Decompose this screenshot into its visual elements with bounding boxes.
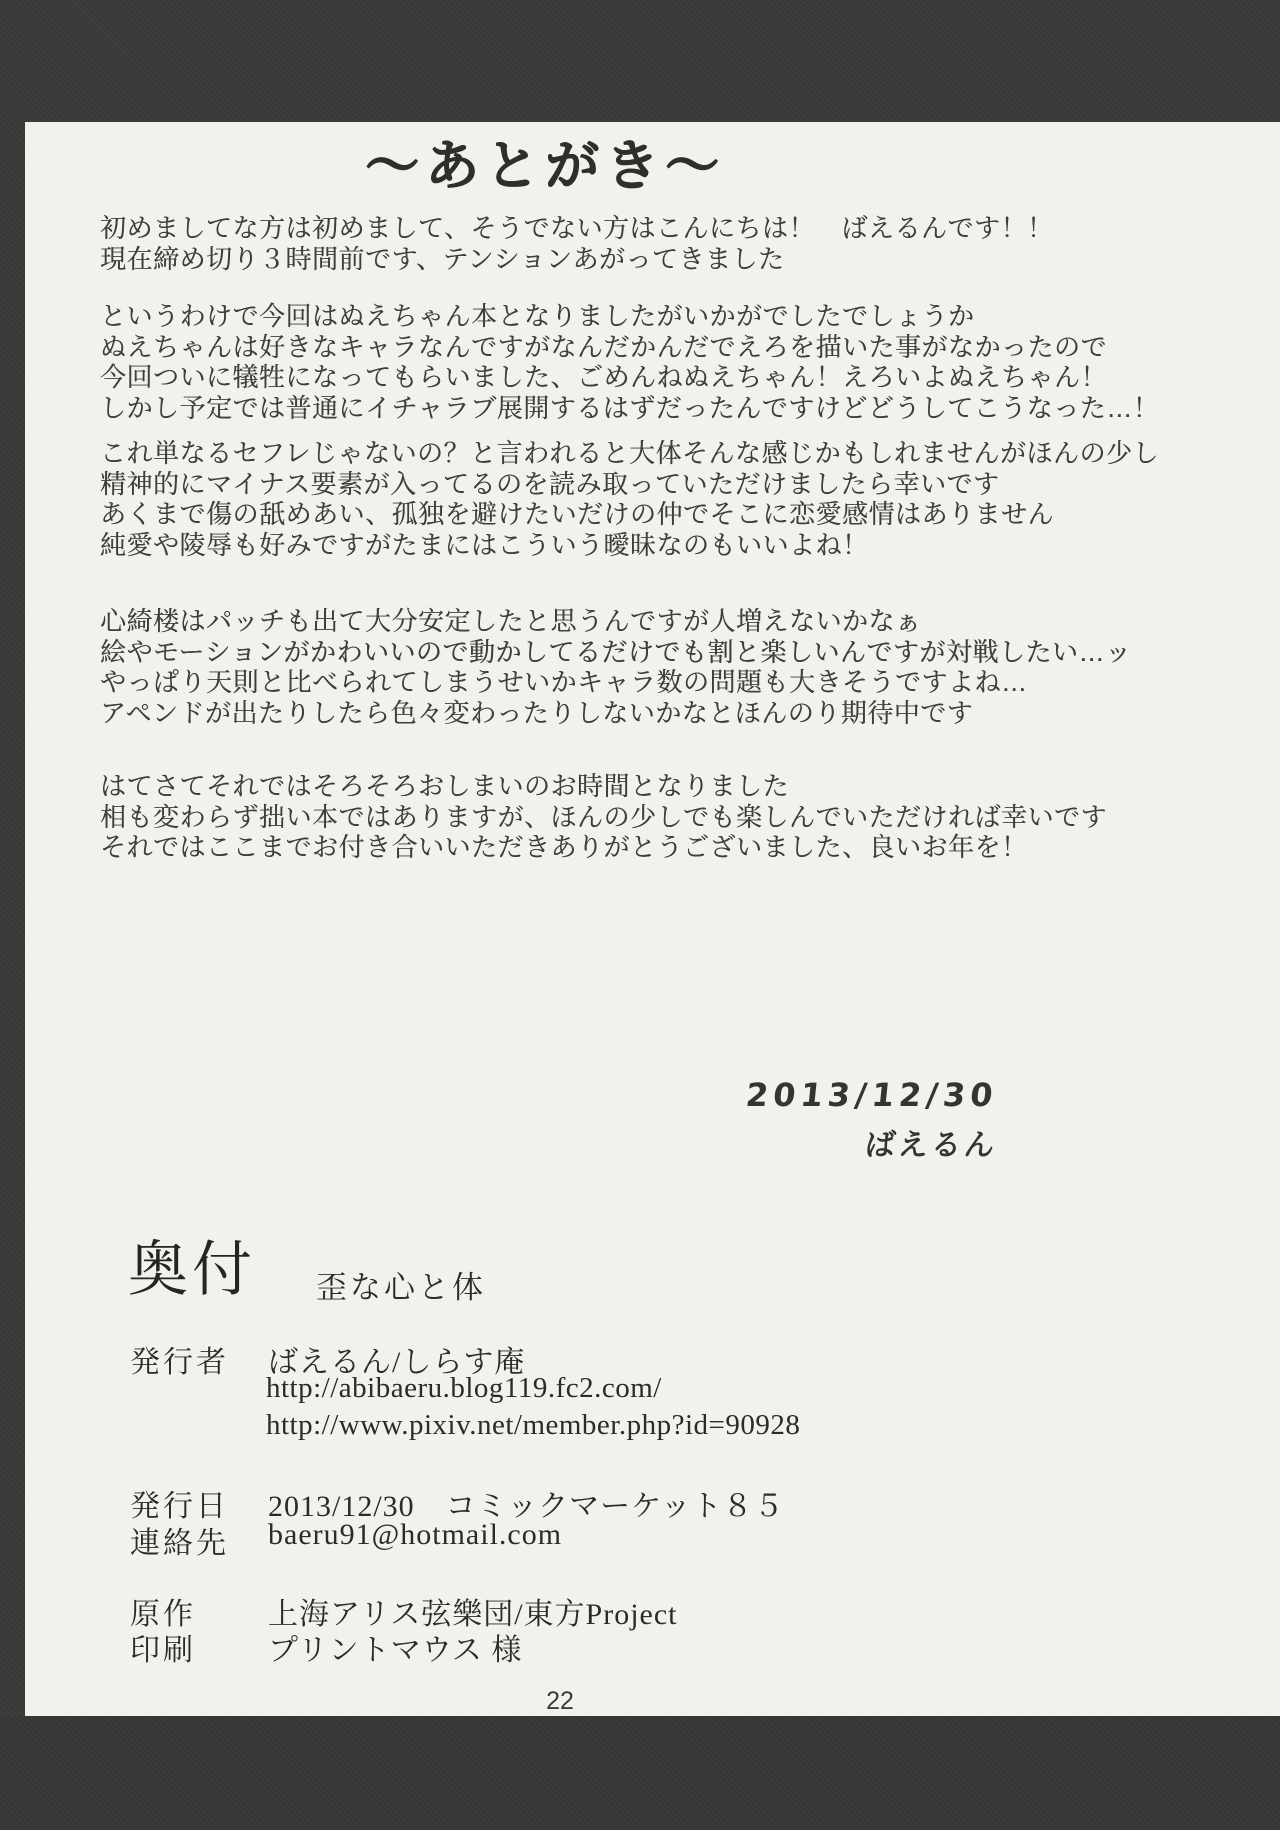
paragraph-line: それではここまでお付き合いいただきありがとうございました、良いお年を！ [100,832,1028,863]
publisher-blog-url: http://abibaeru.blog119.fc2.com/ [266,1372,662,1404]
publisher-value: ばえるん/しらす庵 [268,1346,526,1379]
contact-label: 連絡先 [130,1527,229,1560]
paragraph-line: ぬえちゃんは好きなキャラなんですがなんだかんだでえろを描いた事がなかったので [100,331,1108,362]
publisher-pixiv-url: http://www.pixiv.net/member.php?id=90928 [266,1409,801,1441]
printer-label: 印刷 [130,1634,196,1667]
paragraph-line: 現在締め切り３時間前です、テンションあがってきました [100,243,785,274]
publish-date-label: 発行日 [130,1490,229,1523]
paragraph-line: というわけで今回はぬえちゃん本となりましたがいかがでしたでしょうか [100,301,975,331]
paragraph-line: はてさてそれではそろそろおしまいのお時間となりました [100,771,790,801]
original-work-label: 原作 [130,1598,196,1631]
printer-value: プリントマウス 様 [268,1634,523,1667]
paragraph-line: あくまで傷の舐めあい、孤独を避けたいだけの仲でそこに恋愛感情はありません [100,499,1055,530]
paragraph-line: 初めましてな方は初めまして、そうでない方はこんにちは！ ばえるんです！！ [100,213,1054,243]
book-title: 歪な心と体 [316,1270,486,1305]
paragraph-line: 今回ついに犠牲になってもらいました、ごめんねぬえちゃん！えろいよぬえちゃん！ [100,362,1108,393]
paragraph-line: これ単なるセフレじゃないの？と言われると大体そんな感じかもしれませんがほんの少し [100,438,1159,468]
paragraph-line: アペンドが出たりしたら色々変わったりしないかなとほんのり期待中です [100,697,974,728]
paragraph-line: 精神的にマイナス要素が入ってるのを読み取っていただけましたら幸いです [100,468,1000,499]
paragraph-line: 心綺楼はパッチも出て大分安定したと思うんですが人増えないかなぁ [100,606,922,636]
paragraph-line: しかし予定では普通にイチャラブ展開するはずだったんですけどどうしてこうなった…！ [100,392,1160,423]
colophon-heading: 奥付 [128,1237,256,1303]
signature-date: 2013/12/30 [743,1076,999,1114]
paragraph-line: 相も変わらず拙い本ではありますが、ほんの少しでも楽しんでいただければ幸いです [100,801,1108,832]
paragraph-line: 絵やモーションがかわいいので動かしてるだけでも割と楽しいんですが対戦したい…ッ [100,636,1132,667]
publisher-label: 発行者 [130,1346,229,1379]
original-work-value: 上海アリス弦樂団/東方Project [268,1598,678,1631]
signature-name: ばえるん [862,1128,999,1163]
contact-email: baeru91@hotmail.com [268,1518,563,1551]
publish-date-value: 2013/12/30 コミックマーケット８５ [268,1490,785,1523]
afterword-title: ～あとがき～ [365,136,725,196]
paragraph-line: やっぱり天則と比べられてしまうせいかキャラ数の問題も大きそうですよね… [100,667,1028,698]
paragraph-line: 純愛や陵辱も好みですがたまにはこういう曖昧なのもいいよね！ [100,529,869,560]
page-number: 22 [546,1687,574,1715]
